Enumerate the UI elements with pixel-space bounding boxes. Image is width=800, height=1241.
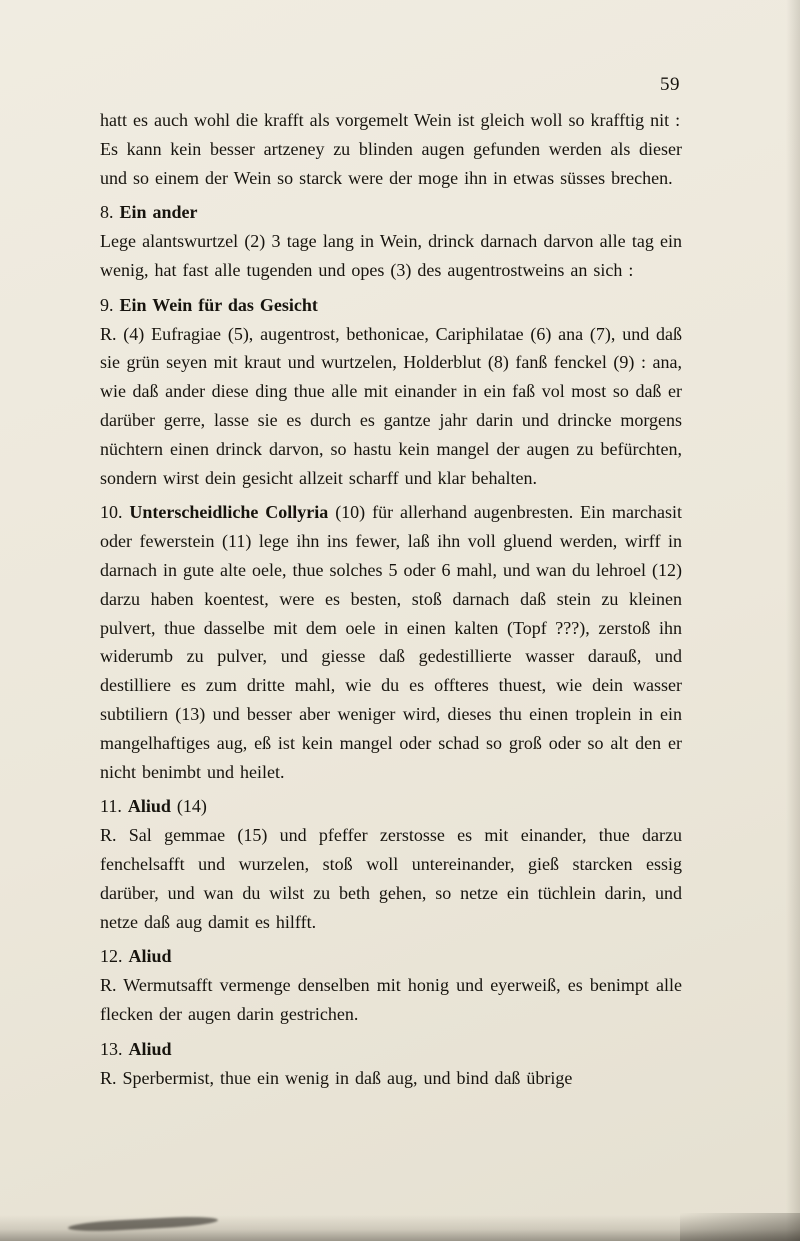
text-block <box>100 106 682 1092</box>
section-10-number: 10. <box>100 502 123 523</box>
scan-artifact-bottom-right <box>680 1213 800 1241</box>
section-10-title: Unterscheidliche Collyria <box>129 502 329 523</box>
section-13-heading <box>100 1035 682 1064</box>
section-8-number: 8. <box>100 202 114 223</box>
page-number: 59 <box>660 74 680 95</box>
section-11-number: 11. <box>100 796 122 817</box>
scan-edge-shadow-bottom <box>0 1215 800 1241</box>
section-8-body: Lege alantswurtzel (2) 3 tage lang in Wein, drinck darnach darvon alle tag ein wenig, hat fast alle tugenden und opes (3) des augentrostweins an sich : <box>100 231 682 280</box>
section-12-number: 12. <box>100 946 123 967</box>
section-13-number: 13. <box>100 1038 123 1059</box>
section-10-paragraph <box>100 498 682 786</box>
section-12-heading <box>100 942 682 971</box>
section-9-body: R. (4) Eufragiae (5), augentrost, bethonicae, Cariphilatae (6) ana (7), und daß sie grün seyen mit kraut und wurtzelen, Holderblut (8) fanß fenckel (9) : ana, wie daß ander diese ding thue alle mit einander in ein faß vol most so daß er darüber gerre, lasse sie es durch es gantze jahr darin und drincke morgens nüchtern einen drinck darvon, so hastu kein mangel der augen zu befürchten, sondern wirst dein gesicht allzeit scharff und klar behalten. <box>100 323 682 488</box>
intro-paragraph-1: hatt es auch wohl die krafft als vorgemelt Wein ist gleich woll so krafftig nit : <box>100 110 681 130</box>
scan-edge-shadow-right <box>786 0 800 1241</box>
intro-paragraph-2: Es kann kein besser artzeney zu blinden augen gefunden werden als dieser und so einem der Wein so starck were der moge ihn in etwas süsses brechen. <box>100 138 682 188</box>
section-9-number: 9. <box>100 294 114 315</box>
section-13-title: Aliud <box>128 1038 172 1059</box>
section-11-suffix: (14) <box>170 796 207 817</box>
section-9-heading <box>100 291 682 320</box>
section-10-body: (10) für allerhand augenbresten. Ein marchasit oder fewerstein (11) lege ihn ins fewer, laß ihn voll gluend werden, wirff in darnach in gute alte oele, thue solches 5 oder 6 mahl, und wan du lehroel (12) darzu haben koentest, were es besten, stoß darnach daß stein zu kleinen pulvert, thue dasselbe mit dem oele in einen kalten (Topf ???), zerstoß ihn widerumb zu pulver, und giesse daß gedestillierte wasser darauß, und destilliere es zum dritte mahl, wie du es offteres thuest, wie dein wasser subtiliern (13) und besser aber weniger wird, dieses thu einen troplein in ein mangelhaftiges aug, eß ist kein mangel oder schad so groß oder so alt den er nicht benimbt und heilet. <box>100 502 683 782</box>
section-8-title: Ein ander <box>119 202 198 223</box>
section-11-body: R. Sal gemmae (15) und pfeffer zerstosse es mit einander, thue darzu fenchelsafft und wurzelen, stoß woll untereinander, gieß starcken essig darüber, und wan du wilst zu beth gehen, so netze ein tüchlein darin, und netze daß aug damit es hilfft. <box>100 825 682 932</box>
section-11-heading <box>100 792 682 821</box>
section-9-title: Ein Wein für das Gesicht <box>119 294 318 315</box>
section-13-body: R. Sperbermist, thue ein wenig in daß aug, und bind daß übrige <box>100 1067 573 1088</box>
scan-artifact-bottom-left <box>68 1215 218 1233</box>
section-11-title: Aliud <box>127 796 171 817</box>
section-12-title: Aliud <box>128 946 172 967</box>
section-8-heading <box>100 198 682 227</box>
section-12-body: R. Wermutsafft vermenge denselben mit honig und eyerweiß, es benimpt alle flecken der augen darin gestrichen. <box>100 975 682 1024</box>
